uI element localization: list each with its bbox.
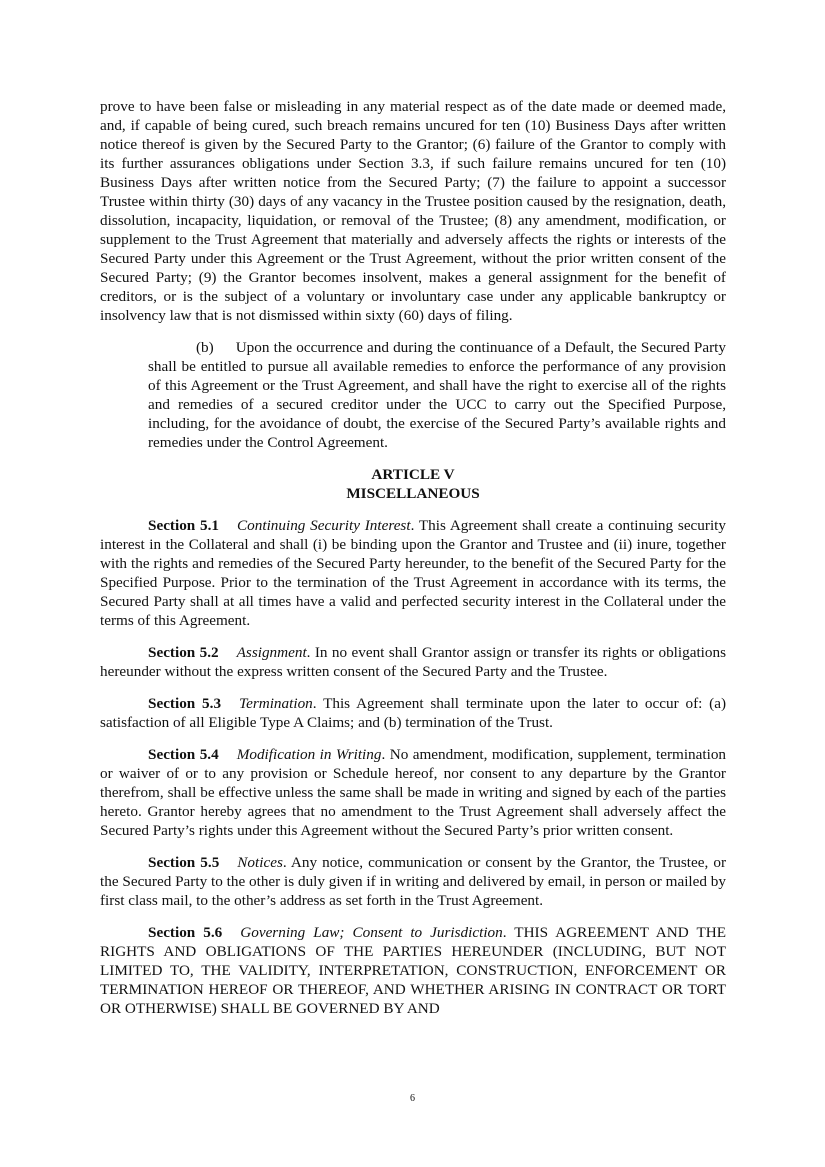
section-text: . Any notice, communication or consent by the Grantor, the Trustee, or the Secured Party to the other is duly given if in writing and delivered by email, in person or mailed by first class mail, to the other’s address as set forth in the Trust Agreement. [100,854,726,909]
section-title: Governing Law; Consent to Jurisdiction [240,924,503,941]
article-title: MISCELLANEOUS [346,485,480,502]
section-text: . This Agreement shall terminate upon the later to occur of: (a) satisfaction of all Eligible Type A Claims; and (b) termination of the Trust. [100,695,727,731]
section-5-5 [100,853,726,910]
section-number: Section 5.6 [148,924,223,941]
section-5-3 [100,694,726,732]
section-text: . THIS AGREEMENT AND THE RIGHTS AND OBLIGATIONS OF THE PARTIES HEREUNDER (INCLUDING, BUT NOT LIMITED TO, THE VALIDITY, INTERPRETATION, CONSTRUCTION, ENFORCEMENT OR TERMINATION HEREOF OR THEREOF, AND WHETHER ARISING IN CONTRACT OR TORT OR OTHERWISE) SHALL BE GOVERNED BY AND [100,924,726,1017]
section-title: Termination [239,695,313,712]
subsection-b-text: Upon the occurrence and during the continuance of a Default, the Secured Party shall be entitled to pursue all available remedies to enforce the performance of any provision of this Agreement or the Trust Agreement, and shall have the right to exercise all of the rights and remedies of a secured creditor under the UCC to carry out the Specified Purpose, including, for the avoidance of doubt, the exercise of the Secured Party’s available rights and remedies under the Control Agreement. [148,339,726,451]
section-number: Section 5.5 [148,854,220,871]
section-number: Section 5.2 [148,644,219,661]
section-number: Section 5.4 [148,746,219,763]
section-number: Section 5.1 [148,517,220,534]
section-number: Section 5.3 [148,695,222,712]
subsection-b [148,338,726,452]
section-text: . No amendment, modification, supplement, termination or waiver of or to any provision or Schedule hereof, nor consent to any departure by the Grantor therefrom, shall be effective unless the same shall be made in writing and signed by each of the parties hereto. Grantor hereby agrees that no amendment to the Trust Agreement shall adversely affect the Secured Party’s rights under this Agreement without the Secured Party’s prior written consent. [100,746,727,839]
section-title: Assignment [236,644,307,661]
default-events-continuation: prove to have been false or misleading in any material respect as of the date made or deemed made, and, if capable of being cured, such breach remains uncured for ten (10) Business Days after written notice thereof is given by the Secured Party to the Grantor; (6) failure of the Grantor to comply with its further assurances obligations under Section 3.3, if such failure remains uncured for ten (10) Business Days after written notice from the Secured Party; (7) the failure to appoint a successor Trustee within thirty (30) days of any vacancy in the Trustee position caused by the resignation, death, dissolution, incapacity, liquidation, or removal of the Trustee; (8) any amendment, modification, or supplement to the Trust Agreement that materially and adversely affects the rights or interests of the Secured Party under this Agreement or the Trust Agreement, without the prior written consent of the Secured Party; (9) the Grantor becomes insolvent, makes a general assignment for the benefit of creditors, or is the subject of a voluntary or involuntary case under any applicable bankruptcy or insolvency law that is not dismissed within sixty (60) days of filing. [100,98,726,324]
section-5-2 [100,643,726,681]
article-number: ARTICLE V [371,466,455,483]
section-5-6 [100,923,726,1018]
section-5-1 [100,516,726,630]
document-body [100,97,726,1018]
section-text: . This Agreement shall create a continuing security interest in the Collateral and shall (i) be binding upon the Grantor and Trustee and (ii) inure, together with the rights and remedies of the Secured Party hereunder, to the benefit of the Secured Party for the Specified Purpose. Prior to the termination of the Trust Agreement in accordance with its terms, the Secured Party shall at all times have a valid and perfected security interest in the Collateral under the terms of this Agreement. [100,517,726,629]
section-5-4 [100,745,726,840]
section-text: . In no event shall Grantor assign or transfer its rights or obligations hereunder without the express written consent of the Secured Party and the Trustee. [100,644,726,680]
subsection-b-marker: (b) [196,339,214,356]
section-title: Modification in Writing [236,746,382,763]
section-title: Notices [237,854,283,871]
page-number: 6 [410,1093,415,1104]
section-title: Continuing Security Interest [237,517,411,534]
